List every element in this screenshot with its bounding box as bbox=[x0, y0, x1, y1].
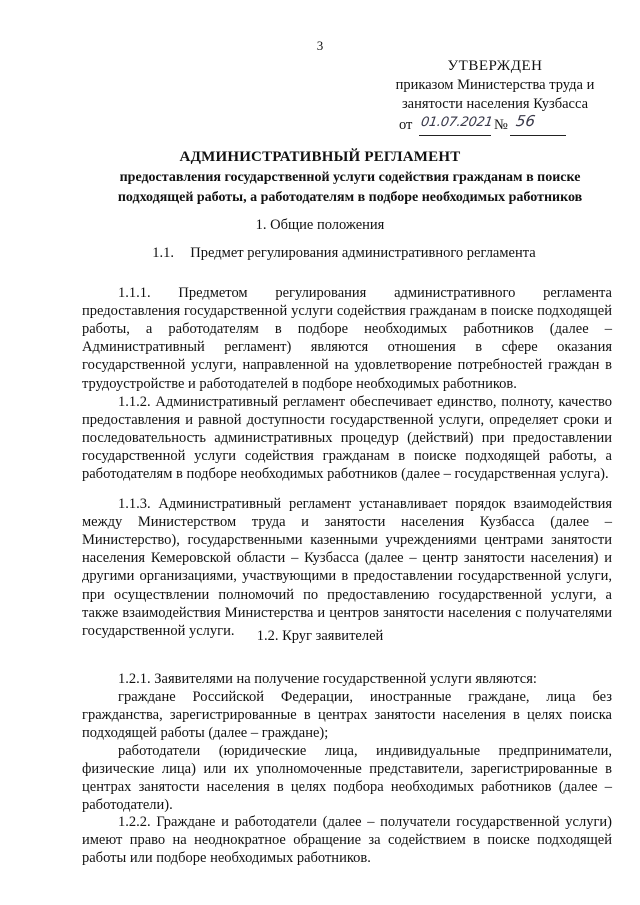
paragraph-1-2-2: 1.2.2. Граждане и работодатели (далее – получатели государственной услуги) имеют право на неоднократное обращение за содействием в поиске подходящей работы или подборе необходимых работников. bbox=[82, 813, 612, 866]
paragraph-1-2-1: 1.2.1. Заявителями на получение государственной услуги являются: bbox=[118, 670, 537, 687]
section-heading-1-1 bbox=[48, 244, 640, 263]
document-title: АДМИНИСТРАТИВНЫЙ РЕГЛАМЕНТ bbox=[179, 149, 461, 165]
approval-date-number-line bbox=[370, 114, 620, 136]
document-subtitle: предоставления государственной услуги содействия гражданам в поиске подходящей работы, а работодателям в подборе необходимых работников bbox=[117, 170, 583, 205]
handwritten-number: 56 bbox=[514, 112, 537, 130]
section-title-1-1: Предмет регулирования административного регламента bbox=[190, 245, 536, 261]
approval-title: УТВЕРЖДЕН bbox=[447, 58, 543, 74]
paragraph-employers: работодатели (юридические лица, индивидуальные предприниматели, физические лица) или их уполномоченные представители, зарегистрированные в центрах занятости населения в целях подбора необходимых работников (далее – работодатели). bbox=[82, 742, 612, 814]
paragraph-citizens: граждане Российской Федерации, иностранные граждане, лица без гражданства, зарегистрированные в центрах занятости населения в целях поиска подходящей работы (далее – граждане); bbox=[82, 688, 612, 741]
paragraph-1-1-2: 1.1.2. Административный регламент обеспечивает единство, полноту, качество предоставления и равной доступности государственной услуги, определяет сроки и последовательность административных процедур (действий) при предоставлении государственной услуги содействия гражданам в поиске подходящей работы, а работодателям в подборе необходимых работников (далее – государственная услуга). bbox=[82, 393, 612, 483]
approval-stamp-block bbox=[370, 57, 620, 136]
paragraph-1-1-1: 1.1.1. Предметом регулирования административного регламента предоставления государственной услуги содействия гражданам в поиске подходящей работы, а работодателям в подборе необходимых работников (далее – Административный регламент) являются отношения в сфере оказания государственной услуги, направленной на удовлетворение потребностей граждан в трудоустройстве и работодателей в подборе необходимых работников. bbox=[82, 284, 612, 392]
paragraph-1-1-3: 1.1.3. Административный регламент устанавливает порядок взаимодействия между Министерством труда и занятости населения Кузбасса (далее – Министерство), государственными казенными учреждениями центрами занятости населения Кемеровской области – Кузбасса (далее – центр занятости населения) и другими организациями, участвующими в предоставлении государственной услуги, при осуществлении полномочий по предоставлению государственной услуги, а также взаимодействия Министерства и центров занятости населения с получателями государственной услуги. bbox=[82, 495, 612, 639]
approval-line-1: приказом Министерства труда и bbox=[395, 77, 595, 93]
section-heading-1: 1. Общие положения bbox=[255, 217, 385, 233]
number-field bbox=[510, 114, 566, 136]
page-number: 3 bbox=[316, 38, 324, 53]
handwritten-date: 01.07.2021 bbox=[419, 115, 494, 130]
section-number-1-1: 1.1. bbox=[152, 245, 175, 261]
section-heading-1-2: 1.2. Круг заявителей bbox=[256, 628, 384, 644]
date-prefix: от bbox=[399, 117, 413, 133]
number-prefix: № bbox=[494, 117, 508, 133]
date-field bbox=[419, 114, 494, 136]
approval-line-2: занятости населения Кузбасса bbox=[401, 96, 589, 112]
